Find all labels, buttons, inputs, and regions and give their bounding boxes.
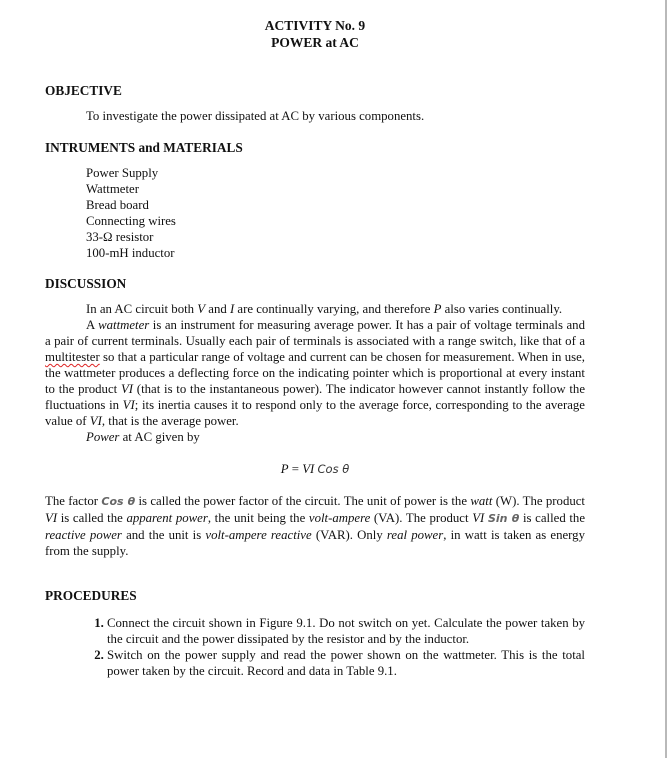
discussion-paragraph-2: A wattmeter is an instrument for measuring average power. It has a pair of voltage terminals and a pair of current terminals. Usually each pair of terminals is associated with a range switch, like that of a multitester so that a particular range of voltage and current can be chosen for measurement. When in use, the wattmeter produces a deflecting force on the indicating pointer which is proportional at every instant to the product VI (that is to the instantaneous power). The indicator however cannot instantly follow the fluctuations in VI; its inertia causes it to respond only to the average force, corresponding to the average value of VI, that is the average power. [45,318,585,428]
activity-number: ACTIVITY No. 9 [264,18,366,33]
instruments-heading: INTRUMENTS and MATERIALS [45,140,243,155]
discussion-paragraph-3: Power at AC given by [86,430,200,444]
instruments-list [45,165,585,261]
list-item: Bread board [86,198,149,212]
discussion-paragraph-4: The factor Cos θ is called the power factor of the circuit. The unit of power is the watt (W). The product VI is called the apparent power, the unit being the volt-ampere (VA). The product VI Sin θ is called the reactive power and the unit is volt-ampere reactive (VAR). Only real power, in watt is taken as energy from the supply. [45,494,586,558]
page-title: POWER at AC [271,35,359,50]
document-page [45,17,585,679]
discussion-paragraph-1: In an AC circuit both V and I are continually varying, and therefore P also varies continually. [86,302,563,316]
list-item: 1. Connect the circuit shown in Figure 9.1. Do not switch on yet. Calculate the power taken by the circuit and the power dissipated by the resistor and by the inductor. [107,615,585,647]
discussion-heading: DISCUSSION [45,276,127,291]
procedures-heading: PROCEDURES [45,588,137,603]
power-formula: P = VI Cos θ [280,462,350,476]
objective-heading: OBJECTIVE [45,83,122,98]
list-item: 2. Switch on the power supply and read the power shown on the wattmeter. This is the total power taken by the circuit. Record and data in Table 9.1. [107,647,585,679]
list-item: 33-Ω resistor [86,230,154,244]
list-item: Power Supply [86,166,159,180]
list-item: 100-mH inductor [86,246,175,260]
list-item: Connecting wires [86,214,176,228]
objective-text: To investigate the power dissipated at AC by various components. [86,109,425,123]
list-item: Wattmeter [86,182,139,196]
procedures-list [45,615,585,679]
spellcheck-word: multitester [45,350,100,364]
